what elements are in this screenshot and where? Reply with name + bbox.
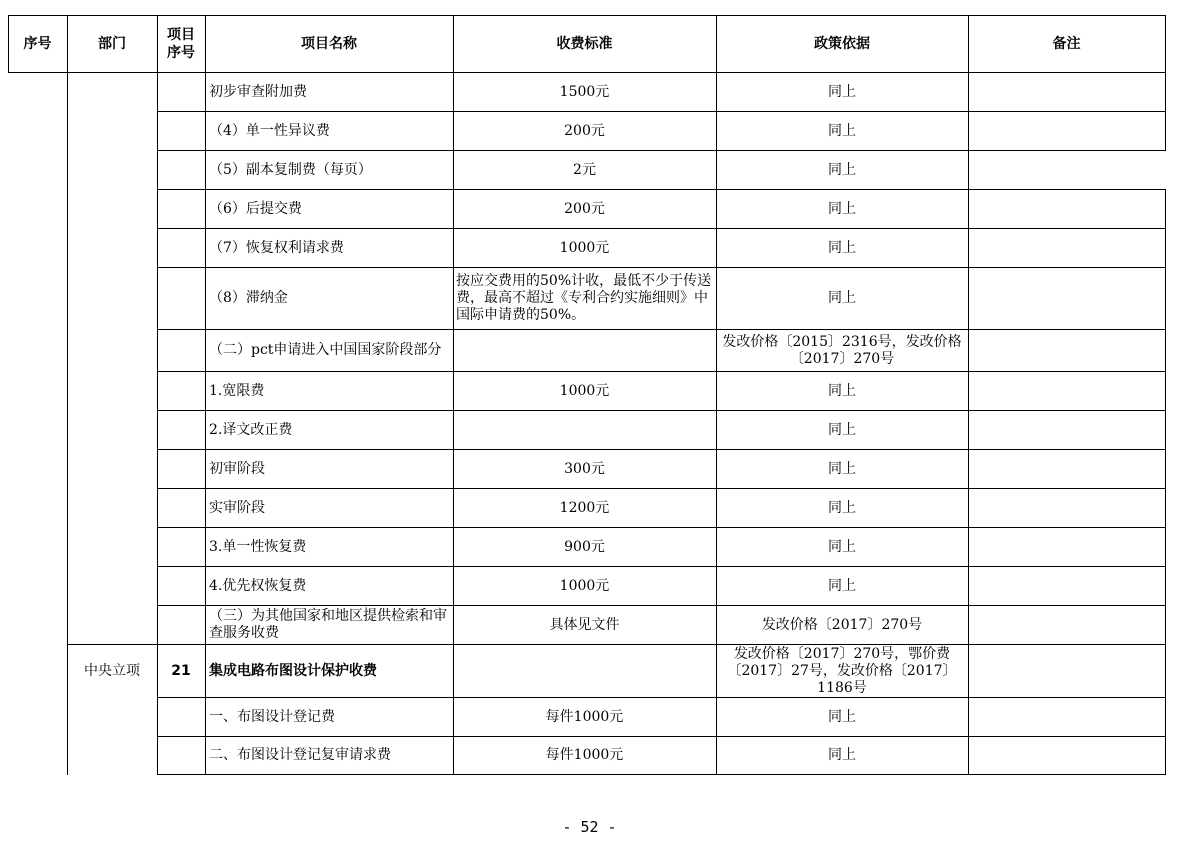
grid-line bbox=[157, 228, 1166, 229]
row-1-policy: 同上 bbox=[828, 122, 856, 139]
row-14-fee bbox=[453, 645, 716, 697]
row-13-name: （三）为其他国家和地区提供检索和审查服务收费 bbox=[209, 608, 447, 641]
row-16-fee: 每件1000元 bbox=[545, 747, 624, 763]
row-16-name: 二、布图设计登记复审请求费 bbox=[209, 747, 391, 763]
row-6-policy: 发改价格〔2015〕2316号，发改价格〔2017〕270号 bbox=[722, 333, 962, 367]
grid-line bbox=[157, 329, 1166, 330]
grid-line bbox=[157, 736, 1166, 737]
row-6-fee bbox=[453, 330, 716, 371]
row-9-policy: 同上 bbox=[828, 460, 856, 477]
row-15-name: 一、布图设计登记费 bbox=[209, 708, 335, 725]
row-13-fee: 具体见文件 bbox=[549, 616, 620, 633]
grid-line bbox=[157, 527, 1166, 528]
grid-line bbox=[205, 15, 206, 775]
row-2-name: （5）副本复制费（每页） bbox=[209, 161, 372, 178]
row-0-name: 初步审查附加费 bbox=[209, 83, 307, 100]
grid-line bbox=[157, 410, 1166, 411]
row-14-item-seq: 21 bbox=[171, 662, 191, 679]
header-policy: 政策依据 bbox=[814, 35, 870, 52]
row-9-name: 初审阶段 bbox=[209, 460, 265, 477]
grid-line bbox=[8, 72, 1166, 73]
grid-line bbox=[1165, 189, 1166, 775]
grid-line bbox=[716, 15, 717, 775]
row-7-name: 1.宽限费 bbox=[209, 382, 265, 399]
grid-line bbox=[157, 488, 1166, 489]
row-9-fee: 300元 bbox=[564, 460, 605, 477]
row-4-name: （7）恢复权利请求费 bbox=[209, 239, 344, 256]
grid-line bbox=[157, 566, 1166, 567]
row-14-name: 集成电路布图设计保护收费 bbox=[209, 662, 377, 679]
grid-line bbox=[8, 15, 1166, 16]
grid-line bbox=[157, 111, 1166, 112]
row-8-policy: 同上 bbox=[828, 421, 856, 438]
header-name: 项目名称 bbox=[301, 35, 357, 52]
row-10-policy: 同上 bbox=[828, 499, 856, 516]
row-10-fee: 1200元 bbox=[559, 499, 610, 516]
row-11-fee: 900元 bbox=[564, 538, 605, 555]
row-3-fee: 200元 bbox=[564, 200, 605, 217]
row-6-name: （二）pct申请进入中国国家阶段部分 bbox=[209, 342, 442, 358]
row-8-name: 2.译文改正费 bbox=[209, 421, 293, 438]
row-7-fee: 1000元 bbox=[559, 382, 610, 399]
grid-line bbox=[968, 15, 969, 775]
grid-line bbox=[157, 697, 1166, 698]
grid-line bbox=[157, 189, 968, 190]
row-4-policy: 同上 bbox=[828, 239, 856, 256]
row-5-fee: 按应交费用的50%计收，最低不少于传送费，最高不超过《专利合约实施细则》中国际申请费的50%。 bbox=[456, 273, 712, 323]
row-3-policy: 同上 bbox=[828, 200, 856, 217]
row-4-fee: 1000元 bbox=[559, 239, 610, 256]
row-11-name: 3.单一性恢复费 bbox=[209, 538, 307, 555]
row-12-fee: 1000元 bbox=[559, 577, 610, 594]
grid-line bbox=[157, 449, 1166, 450]
grid-line bbox=[67, 15, 68, 775]
grid-line bbox=[157, 605, 1166, 606]
row-15-policy: 同上 bbox=[828, 708, 856, 725]
row-1-name: （4）单一性异议费 bbox=[209, 122, 330, 139]
header-dept: 部门 bbox=[98, 35, 126, 52]
grid-line bbox=[157, 150, 1166, 151]
row-0-fee: 1500元 bbox=[559, 83, 610, 100]
row-13-policy: 发改价格〔2017〕270号 bbox=[761, 616, 923, 633]
header-item-seq: 项目 序号 bbox=[167, 27, 195, 61]
row-1-fee: 200元 bbox=[564, 122, 605, 139]
row-12-policy: 同上 bbox=[828, 577, 856, 594]
grid-line bbox=[1165, 15, 1166, 151]
page-number: - 52 - bbox=[562, 818, 617, 836]
row-12-name: 4.优先权恢复费 bbox=[209, 577, 307, 594]
header-seq: 序号 bbox=[23, 35, 52, 52]
row-11-policy: 同上 bbox=[828, 538, 856, 555]
grid-line bbox=[157, 15, 158, 775]
row-0-policy: 同上 bbox=[828, 83, 856, 100]
row-14-dept: 中央立项 bbox=[84, 662, 140, 679]
grid-line bbox=[157, 774, 1166, 775]
grid-line bbox=[157, 371, 1166, 372]
grid-line bbox=[8, 15, 9, 73]
grid-line bbox=[157, 267, 1166, 268]
grid-line bbox=[968, 189, 1166, 190]
header-note: 备注 bbox=[1052, 35, 1081, 52]
row-14-policy: 发改价格〔2017〕270号，鄂价费〔2017〕27号，发改价格〔2017〕1186号 bbox=[727, 646, 957, 696]
grid-line bbox=[67, 644, 1166, 645]
grid-line bbox=[453, 15, 454, 775]
row-16-policy: 同上 bbox=[828, 747, 856, 763]
row-3-name: （6）后提交费 bbox=[209, 200, 302, 217]
row-5-name: （8）滞纳金 bbox=[209, 290, 288, 306]
row-15-fee: 每件1000元 bbox=[545, 708, 624, 725]
row-2-policy: 同上 bbox=[828, 161, 856, 178]
row-7-policy: 同上 bbox=[828, 382, 856, 399]
row-5-policy: 同上 bbox=[828, 290, 856, 306]
row-2-fee: 2元 bbox=[573, 161, 596, 178]
row-10-name: 实审阶段 bbox=[209, 499, 265, 516]
row-8-fee bbox=[453, 411, 716, 449]
header-fee: 收费标准 bbox=[556, 35, 613, 52]
